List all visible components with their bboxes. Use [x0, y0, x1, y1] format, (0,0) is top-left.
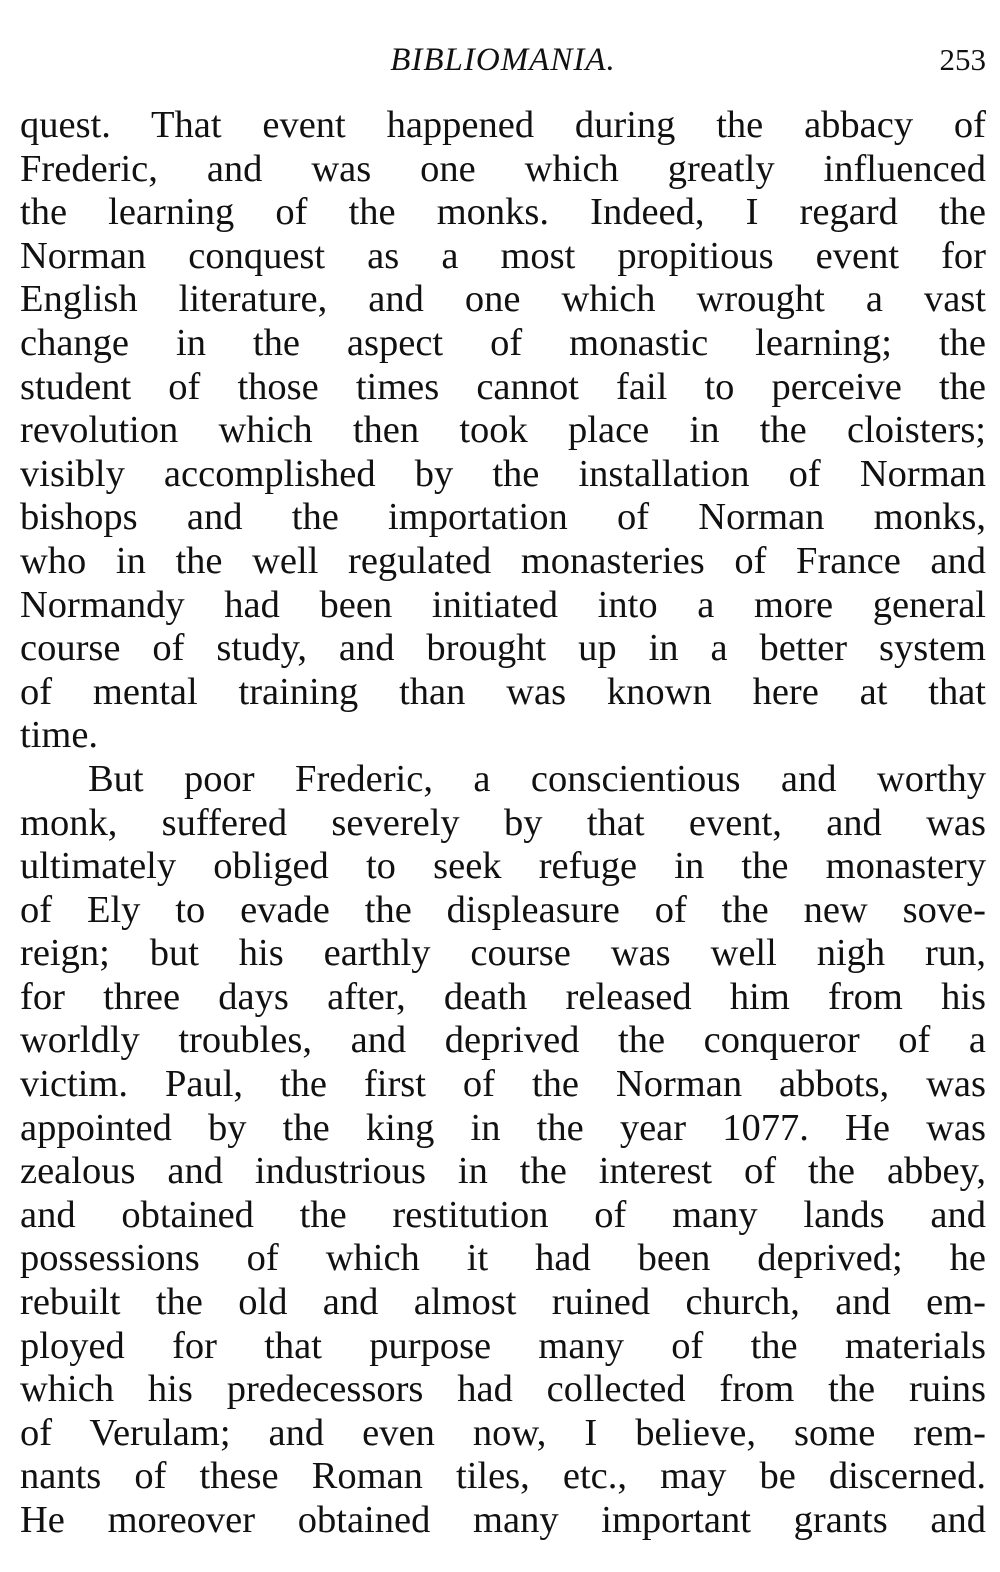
text-line: rebuilt the old and almost ruined church, and em-: [20, 1281, 986, 1324]
text-line: worldly troubles, and deprived the conqueror of a: [20, 1019, 986, 1062]
text-line: Norman conquest as a most propitious event for: [20, 234, 986, 277]
text-line: possessions of which it had been deprived; he: [20, 1237, 986, 1280]
text-line: course of study, and brought up in a better system: [20, 627, 986, 670]
page-number: 253: [939, 42, 986, 77]
text-line: and obtained the restitution of many lands and: [20, 1193, 986, 1236]
text-line: zealous and industrious in the interest of the abbey,: [20, 1150, 986, 1193]
body-text: [20, 104, 986, 1543]
text-line: victim. Paul, the first of the Norman abbots, was: [20, 1063, 986, 1106]
text-line: change in the aspect of monastic learning; the: [20, 321, 986, 364]
text-line: He moreover obtained many important grants and: [20, 1499, 986, 1541]
text-line: revolution which then took place in the cloisters;: [20, 409, 986, 452]
text-line: visibly accomplished by the installation of Norman: [20, 452, 986, 495]
text-line: ployed for that purpose many of the materials: [20, 1324, 986, 1367]
text-line: which his predecessors had collected from the ruins: [20, 1368, 986, 1411]
text-line: ultimately obliged to seek refuge in the monastery: [20, 845, 986, 888]
text-line: of Ely to evade the displeasure of the new sove-: [20, 888, 986, 931]
text-line: of Verulam; and even now, I believe, some rem-: [20, 1411, 986, 1454]
running-title: BIBLIOMANIA.: [390, 42, 616, 78]
paragraph-start-line: But poor Frederic, a conscientious and worthy: [88, 757, 986, 800]
text-line: appointed by the king in the year 1077. He was: [20, 1106, 986, 1149]
text-line: reign; but his earthly course was well nigh run,: [20, 932, 986, 975]
text-line: the learning of the monks. Indeed, I regard the: [20, 191, 986, 234]
text-line: student of those times cannot fail to perceive the: [20, 365, 986, 408]
text-line: for three days after, death released him from his: [20, 975, 986, 1018]
text-line: monk, suffered severely by that event, and was: [20, 801, 986, 844]
text-line: quest. That event happened during the abbacy of: [20, 104, 986, 146]
paragraph-end-line: time.: [20, 714, 99, 757]
text-line: bishops and the importation of Norman monks,: [20, 496, 986, 539]
text-line: nants of these Roman tiles, etc., may be discerned.: [20, 1455, 986, 1498]
text-line: Frederic, and was one which greatly influenced: [20, 147, 986, 190]
running-head: [20, 38, 986, 82]
text-line: Normandy had been initiated into a more general: [20, 583, 986, 626]
text-line: who in the well regulated monasteries of France and: [20, 539, 986, 582]
text-line: of mental training than was known here at that: [20, 670, 986, 713]
text-line: English literature, and one which wrought a vast: [20, 278, 986, 321]
